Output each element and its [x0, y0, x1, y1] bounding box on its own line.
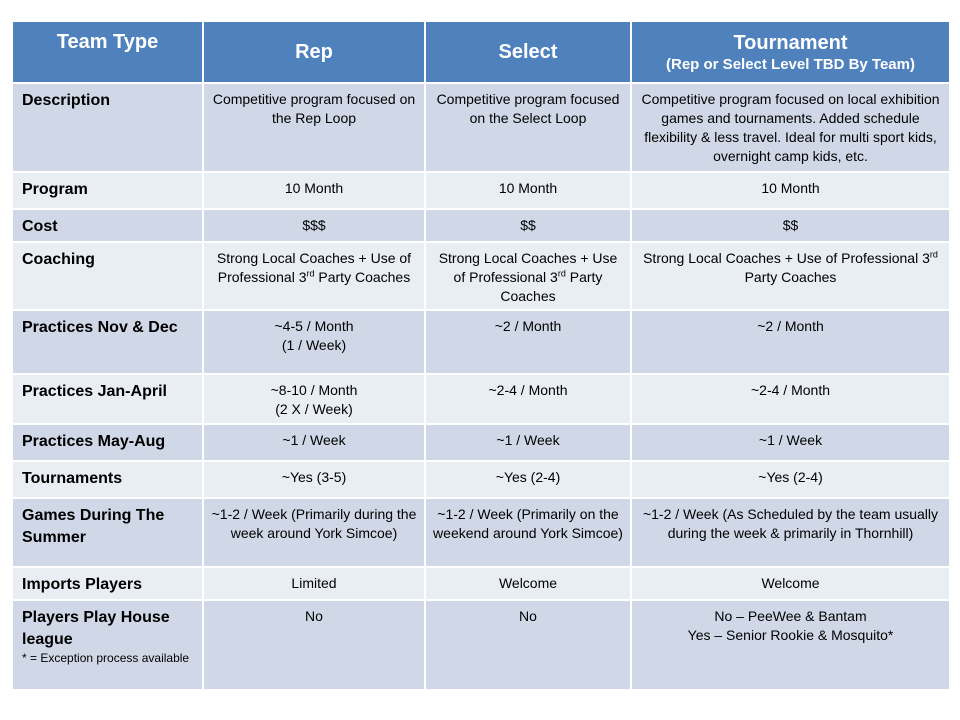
- cell-tournament: [631, 600, 950, 690]
- row-label: Cost: [12, 209, 203, 242]
- cell-tournament: Welcome: [631, 567, 950, 600]
- header-rep: Rep: [203, 21, 425, 83]
- cell-tournament: $$: [631, 209, 950, 242]
- cell-text: Strong Local Coaches + Use of Professional 3: [643, 250, 930, 266]
- cell-text: Party Coaches: [500, 269, 603, 304]
- row-program: [12, 172, 950, 209]
- team-type-comparison-table: [11, 20, 951, 691]
- cell-rep: ~1-2 / Week (Primarily during the week around York Simcoe): [203, 498, 425, 567]
- cell-text: Party Coaches: [314, 269, 411, 285]
- cell-rep: [203, 374, 425, 424]
- cell-line: (1 / Week): [281, 337, 347, 353]
- cell-select: ~1 / Week: [425, 424, 631, 461]
- cell-rep: Competitive program focused on the Rep Loop: [203, 83, 425, 172]
- row-practices-may-aug: [12, 424, 950, 461]
- row-tournaments: [12, 461, 950, 498]
- header-row: [12, 21, 950, 83]
- cell-text: Strong Local Coaches + Use of Professional 3: [216, 250, 412, 285]
- row-label: Tournaments: [12, 461, 203, 498]
- cell-select: ~1-2 / Week (Primarily on the weekend around York Simcoe): [425, 498, 631, 567]
- row-label: [12, 600, 203, 690]
- cell-rep: ~1 / Week: [203, 424, 425, 461]
- cell-tournament: ~1 / Week: [631, 424, 950, 461]
- cell-line: (2 X / Week): [275, 401, 353, 417]
- row-label: Practices Jan-April: [12, 374, 203, 424]
- cell-select: ~Yes (2-4): [425, 461, 631, 498]
- cell-select: No: [425, 600, 631, 690]
- cell-rep: $$$: [203, 209, 425, 242]
- cell-tournament: 10 Month: [631, 172, 950, 209]
- cell-rep: [203, 242, 425, 310]
- cell-tournament: [631, 242, 950, 310]
- cell-select: [425, 242, 631, 310]
- cell-rep: 10 Month: [203, 172, 425, 209]
- row-label: Games During The Summer: [12, 498, 203, 567]
- cell-select: 10 Month: [425, 172, 631, 209]
- cell-superscript: rd: [306, 268, 315, 279]
- cell-select: $$: [425, 209, 631, 242]
- exception-note: * = Exception process available: [22, 651, 190, 665]
- cell-rep: [203, 310, 425, 374]
- cell-text: Party Coaches: [744, 269, 837, 285]
- cell-line: Yes – Senior Rookie & Mosquito*: [687, 627, 894, 643]
- row-practices-jan-april: [12, 374, 950, 424]
- header-tournament: Tournament (Rep or Select Level TBD By Team): [631, 21, 950, 83]
- cell-line: ~8-10 / Month: [270, 382, 358, 398]
- cell-select: ~2 / Month: [425, 310, 631, 374]
- row-cost: [12, 209, 950, 242]
- comparison-table-wrapper: [11, 20, 949, 691]
- row-practices-nov-dec: [12, 310, 950, 374]
- cell-tournament: ~2-4 / Month: [631, 374, 950, 424]
- row-players-play-house-league: [12, 600, 950, 690]
- cell-tournament: ~1-2 / Week (As Scheduled by the team usually during the week & primarily in Thornhill): [631, 498, 950, 567]
- cell-select: ~2-4 / Month: [425, 374, 631, 424]
- cell-select: Competitive program focused on the Select Loop: [425, 83, 631, 172]
- header-team-type: Team Type: [12, 21, 203, 83]
- cell-select: Welcome: [425, 567, 631, 600]
- cell-tournament: ~2 / Month: [631, 310, 950, 374]
- row-label: Description: [12, 83, 203, 172]
- cell-text: Strong Local Coaches + Use of Professional 3: [438, 250, 618, 285]
- cell-tournament: ~Yes (2-4): [631, 461, 950, 498]
- row-games-during-summer: [12, 498, 950, 567]
- cell-rep: No: [203, 600, 425, 690]
- cell-rep: Limited: [203, 567, 425, 600]
- header-select: Select: [425, 21, 631, 83]
- cell-superscript: rd: [929, 249, 938, 260]
- row-label-text: Players Play House league: [22, 609, 170, 648]
- cell-rep: ~Yes (3-5): [203, 461, 425, 498]
- row-coaching: [12, 242, 950, 310]
- row-description: [12, 83, 950, 172]
- cell-superscript: rd: [557, 268, 566, 279]
- row-label: Practices May-Aug: [12, 424, 203, 461]
- cell-line: No – PeeWee & Bantam: [714, 608, 867, 624]
- cell-line: ~4-5 / Month: [274, 318, 354, 334]
- row-label: Imports Players: [12, 567, 203, 600]
- cell-tournament: Competitive program focused on local exhibition games and tournaments. Added schedule flexibility & less travel. Ideal for multi sport kids, overnight camp kids, etc.: [631, 83, 950, 172]
- row-imports-players: [12, 567, 950, 600]
- row-label: Practices Nov & Dec: [12, 310, 203, 374]
- row-label: Program: [12, 172, 203, 209]
- row-label: Coaching: [12, 242, 203, 310]
